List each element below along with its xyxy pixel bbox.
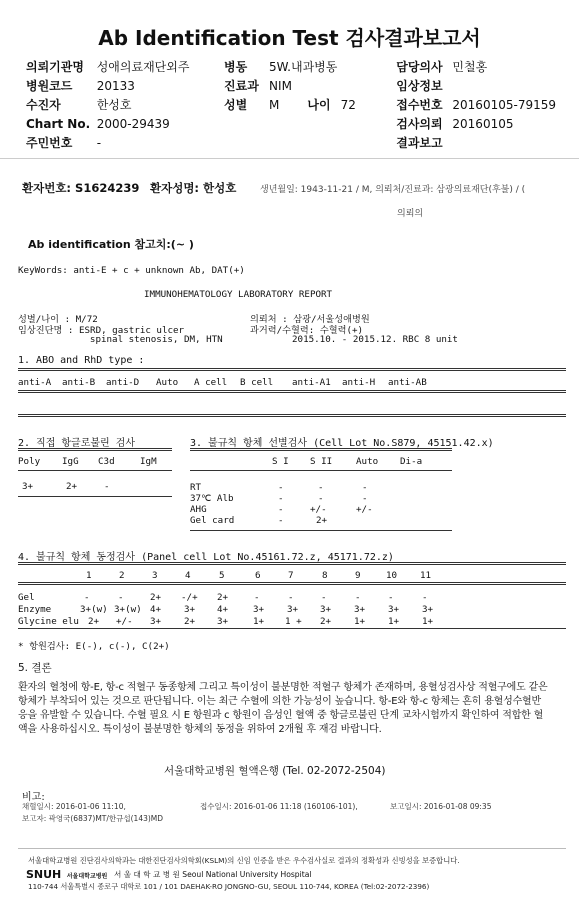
panel-row-label: Glycine elu [18,616,79,627]
info-sex-age: 성별/나이 : M/72 [18,314,98,325]
abo-header-row [18,377,566,389]
abo-header: Auto [156,377,179,388]
header-key: 임상정보 [396,79,443,93]
lab-report-title: IMMUNOHEMATOLOGY LABORATORY REPORT [144,289,333,300]
header-value: 민철홍 [452,60,488,74]
panel-cell: - [288,592,294,603]
screen-row-label: RT [190,482,202,493]
header-key: 성별 [224,98,248,112]
panel-cell: 1+ [354,616,366,627]
collect-time: 채혈일시: 2016-01-06 11:10, [22,802,126,811]
screen-cell: - [362,482,368,493]
panel-title: 4. 불규칙 항체 동정검사 (Panel cell Lot No.45161.72.z, 45171.72.z) [18,552,394,563]
screen-cell: - [278,504,284,515]
patient-number: 환자번호: S1624239 [22,181,140,195]
logo-subtext: 서울대학교병원 [66,873,108,880]
panel-cell: 3+ [354,604,366,615]
panel-col: 1 [86,570,92,581]
header-key: 결과보고 [396,136,443,150]
screen-header: Auto [356,456,379,467]
panel-col: 6 [255,570,261,581]
logo-mark: SNUH [26,868,62,881]
header-value [269,133,396,152]
panel-cell: 3+ [150,616,162,627]
single-rule [190,470,452,471]
panel-col: 3 [152,570,158,581]
panel-cell: 3+ [287,604,299,615]
screen-header: Di-a [400,456,423,467]
panel-cell: - [422,592,428,603]
panel-row-label: Enzyme [18,604,52,615]
screen-row-label: Gel card [190,515,235,526]
header-value: 20133 [96,78,135,93]
header-key: 병동 [224,60,248,74]
footer-divider [18,848,566,849]
header-key: 수진자 [26,98,61,112]
header-row [26,57,556,76]
dat-header: C3d [98,456,115,467]
dat-header: IgG [62,456,79,467]
panel-cell: -/+ [181,592,198,603]
header-key: 진료과 [224,79,259,93]
panel-col: 5 [219,570,225,581]
panel-cell: - [254,592,260,603]
abo-header: A cell [194,377,228,388]
header-key: 의뢰기관명 [26,60,84,74]
panel-col: 8 [322,570,328,581]
patient-details: 생년월일: 1943-11-21 / M, 의뢰처/진료과: 삼광의료재단(후불) / ( [260,185,526,195]
screen-cell: 2+ [316,515,328,526]
info-requester: 의뢰처 : 삼광/서울성애병원 [250,314,370,325]
abo-header: anti-AB [388,377,427,388]
panel-cell: 2+ [217,592,229,603]
dat-header: IgM [140,456,157,467]
single-rule [18,628,566,629]
panel-cell: 1+ [253,616,265,627]
header-key: 담당의사 [396,60,443,74]
header-value: 성애의료재단외주 [96,60,190,74]
age-value: 72 [340,98,356,112]
screen-cell: - [278,493,284,504]
panel-cell: - [388,592,394,603]
screen-cell: +/- [310,504,327,515]
conclusion-text: 환자의 혈청에 항-E, 항-c 적혈구 동종항체 그리고 특이성이 불분명한 적혈구 항체가 존재하며, 용혈성검사상 적혈구에도 같은 항체가 부착되어 있는 것으로 판단됩니다. 이는 최근 수혈에 의한 가능성이 높습니다. 항-E와 항-c 항체는 흔히 용혈성수혈반응을 유발할 수 있습니다. 수혈 필요 시 E 항원과 c 항원이 음성인 혈액 중 항글로불린 단계 교차시험까지 확인하여 적합한 혈액을 사용하십시오. 특이성이 불분명한 항체의 동정을 위하여 2개월 후 재검 바랍니다. [18,682,548,735]
screen-cell: - [318,482,324,493]
header-value: 5W.내과병동 [269,60,338,74]
requesting-physician: 의뢰의 [397,209,424,219]
screen-header-row [190,456,460,468]
panel-cell: 3+ [184,604,196,615]
sex-value: M [269,98,280,112]
dat-header-row [18,456,178,468]
abo-header: anti-D [106,377,140,388]
screen-cell: +/- [356,504,373,515]
keywords: KeyWords: anti-E + c + unknown Ab, DAT(+) [18,265,245,276]
receive-time: 접수일시: 2016-01-06 11:18 (160106-101), [200,802,358,811]
header-key: Chart No. [26,116,91,131]
panel-cell: 4+ [217,604,229,615]
reporter: 보고자: 곽영국(6837)MT/한규섭(143)MD [22,814,164,823]
double-rule [18,562,566,565]
screen-row-label: AHG [190,504,207,515]
report-time: 보고일시: 2016-01-08 09:35 [390,802,492,811]
double-rule [18,448,172,451]
panel-cell: 1+ [388,616,400,627]
screen-header: S II [310,456,333,467]
info-diagnosis-cont: spinal stenosis, DM, HTN [18,334,223,345]
report-title: Ab Identification Test 검사결과보고서 [98,26,481,50]
abo-header: anti-B [62,377,96,388]
header-value [452,76,556,95]
screen-cell: - [318,493,324,504]
header-key: 접수번호 [396,98,443,112]
remarks-label: 비고: [22,792,45,803]
hospital-address: 110-744 서울특별시 종로구 대학로 101 / 101 DAEHAK-RO JONGNO-GU, SEOUL 110-744, KOREA (Tel:02-2072-2396) [28,882,430,891]
abo-header: anti-A1 [292,377,331,388]
panel-cell: 3+ [253,604,265,615]
header-value: 2000-29439 [96,116,170,131]
header-row [26,114,556,133]
abo-header: B cell [240,377,274,388]
section-title: Ab identification 참고치:(~ ) [28,238,194,251]
panel-col: 9 [355,570,361,581]
panel-table [18,592,566,628]
single-rule [18,496,172,497]
dat-value: 2+ [66,481,78,492]
double-rule [190,448,452,451]
header-value: 20160105 [452,116,514,131]
info-transfusion: 2015.10. - 2015.12. RBC 8 unit [292,334,458,345]
panel-row-label: Gel [18,592,35,603]
header-row [26,76,556,95]
double-rule [18,582,566,585]
header-value [269,95,396,114]
header-key: 병원코드 [26,79,73,93]
panel-cell: 4+ [150,604,162,615]
certification-note: 서울대학교병원 진단검사의학과는 대한진단검사의학회(KSLM)의 신임 인증을 받은 우수검사실로 결과의 정확성과 신빙성을 보증합니다. [28,856,460,865]
header-value [452,133,556,152]
header-info-table [26,57,556,152]
header-value: 20160105-79159 [452,97,556,112]
header-value [269,114,396,133]
header-value: - [96,135,102,150]
antigen-test: * 항원검사: E(-), c(-), C(2+) [18,641,170,652]
conclusion-title: 5. 결론 [18,662,52,674]
scanned-report [14,176,574,909]
panel-cell: 1+ [422,616,434,627]
panel-col: 11 [420,570,432,581]
double-rule [18,414,566,417]
panel-cell: - [355,592,361,603]
panel-cell: 3+(w) [114,604,142,615]
screen-row-label: 37℃ Alb [190,493,234,504]
panel-cell: 3+ [388,604,400,615]
double-rule [18,368,566,371]
header-key: 검사의뢰 [396,117,443,131]
single-rule [18,470,172,471]
snuh-logo [26,868,107,881]
screen-title: 3. 불규칙 항체 선별검사 (Cell Lot No.S879, 45151.42.x) [190,438,494,449]
patient-name: 환자성명: 한성호 [150,181,237,195]
screen-header: S I [272,456,289,467]
header-value: 한성호 [96,98,132,112]
panel-cell: 2+ [150,592,162,603]
hospital-name: 서 울 대 학 교 병 원 Seoul National University Hospital [114,870,312,879]
screen-cell: - [278,482,284,493]
header-key [224,114,269,133]
panel-cell: +/- [116,616,133,627]
panel-cell: - [321,592,327,603]
age-label: 나이 [307,98,331,112]
screen-cell: - [362,493,368,504]
header-row [26,95,556,114]
screen-table [190,482,460,528]
double-rule [18,390,566,393]
panel-cell: 3+ [422,604,434,615]
header-value: NIM [269,78,292,93]
dat-value-row [18,481,178,493]
panel-header-row [18,570,566,582]
abo-header: anti-A [18,377,52,388]
single-rule [190,530,452,531]
header-key [224,133,269,152]
dat-title: 2. 직접 항글로불린 검사 [18,438,136,449]
blood-bank: 서울대학교병원 혈액은행 (Tel. 02-2072-2504) [164,765,386,777]
panel-cell: 2+ [184,616,196,627]
panel-cell: 2+ [88,616,100,627]
panel-cell: 3+ [320,604,332,615]
header-key: 주민번호 [26,136,73,150]
abo-title: 1. ABO and RhD type : [18,355,145,366]
header-row [26,133,556,152]
info-diagnosis: 임상진단명 : ESRD, gastric ulcer [18,325,185,336]
panel-col: 2 [119,570,125,581]
dat-value: - [104,481,110,492]
panel-cell: 3+(w) [80,604,108,615]
abo-header: anti-H [342,377,376,388]
panel-cell: - [84,592,90,603]
panel-cell: 3+ [217,616,229,627]
screen-cell: - [278,515,284,526]
panel-col: 4 [185,570,191,581]
dat-value: 3+ [22,481,34,492]
info-history: 과거력/수혈력: 수혈력(+) [250,325,364,336]
panel-cell: - [118,592,124,603]
panel-cell: 2+ [320,616,332,627]
dat-header: Poly [18,456,41,467]
panel-col: 10 [386,570,398,581]
panel-col: 7 [288,570,294,581]
panel-cell: 1 + [285,616,302,627]
section-divider [0,158,579,159]
